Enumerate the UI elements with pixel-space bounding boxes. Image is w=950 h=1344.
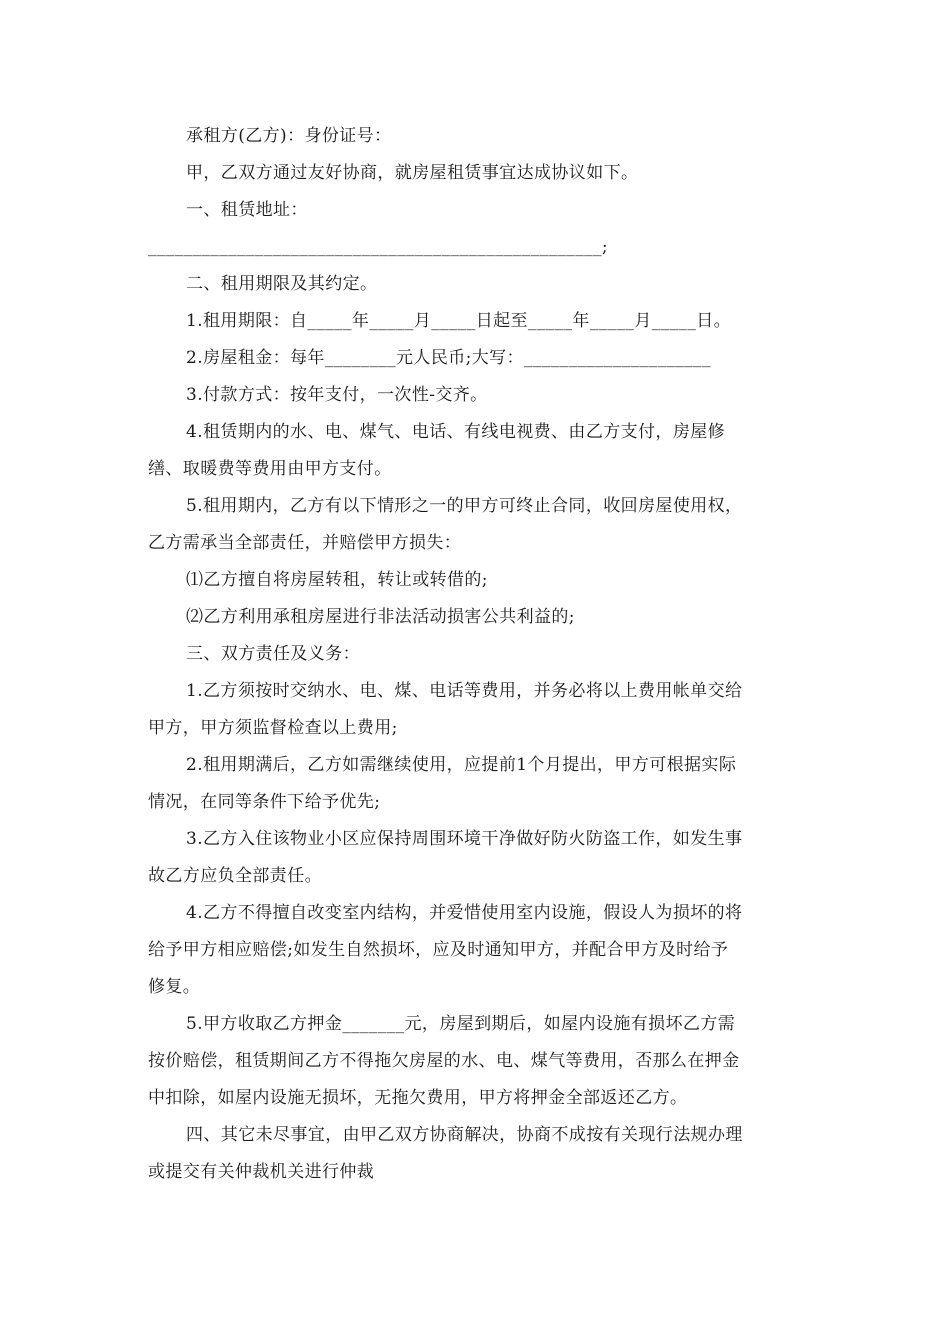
clause-payment-method: 3.付款方式：按年支付，一次性-交齐。 — [186, 385, 488, 405]
clause-termination: 5.租用期内，乙方有以下情形之一的甲方可终止合同，收回房屋使用权， — [186, 496, 743, 516]
duty-1: 1.乙方须按时交纳水、电、煤、电话等费用，并务必将以上费用帐单交给 — [186, 681, 743, 701]
duty-4-cont-2: 修复。 — [148, 977, 201, 997]
clause-rent: 2.房屋租金：每年________元人民币;大写：_____________________ — [186, 348, 711, 368]
document-body — [148, 118, 808, 1191]
section-heading-term: 二、租用期限及其约定。 — [186, 274, 378, 294]
section-heading-address: 一、租赁地址： — [186, 200, 308, 220]
clause-utilities-cont: 缮、取暖费等费用由甲方支付。 — [148, 459, 392, 479]
duty-3-cont: 故乙方应负全部责任。 — [148, 866, 322, 886]
duty-5-cont-2: 中扣除，如屋内设施无损坏，无拖欠费用，甲方将押金全部返还乙方。 — [148, 1088, 688, 1108]
section-other-cont: 或提交有关仲裁机关进行仲裁 — [148, 1162, 375, 1182]
address-blank-line: ___________________________________________________; — [148, 237, 609, 257]
duty-5-cont: 按价赔偿，租赁期间乙方不得拖欠房屋的水、电、煤气等费用，否那么在押金 — [148, 1051, 740, 1071]
section-heading-duties: 三、双方责任及义务： — [186, 644, 360, 664]
duty-5: 5.甲方收取乙方押金_______元，房屋到期后，如屋内设施有损坏乙方需 — [186, 1014, 736, 1034]
duty-2-cont: 情况，在同等条件下给予优先; — [148, 792, 381, 812]
duty-2: 2.租用期满后，乙方如需继续使用，应提前1个月提出，甲方可根据实际 — [186, 755, 737, 775]
agreement-intro: 甲，乙双方通过友好协商，就房屋租赁事宜达成协议如下。 — [186, 163, 639, 183]
duty-4: 4.乙方不得擅自改变室内结构，并爱惜使用室内设施，假设人为损坏的将 — [186, 903, 743, 923]
clause-term-period: 1.租用期限：自_____年_____月_____日起至_____年_____月_____日。 — [186, 311, 732, 331]
section-heading-other: 四、其它未尽事宜，由甲乙双方协商解决，协商不成按有关现行法规办理 — [186, 1125, 743, 1145]
termination-item-2: ⑵乙方利用承租房屋进行非法活动损害公共利益的; — [186, 607, 575, 627]
duty-3: 3.乙方入住该物业小区应保持周围环境干净做好防火防盗工作，如发生事 — [186, 829, 743, 849]
clause-termination-cont: 乙方需承当全部责任，并赔偿甲方损失： — [148, 533, 462, 553]
duty-4-cont: 给予甲方相应赔偿;如发生自然损坏，应及时通知甲方，并配合甲方及时给予 — [148, 940, 729, 960]
clause-utilities: 4.租赁期内的水、电、煤气、电话、有线电视费、由乙方支付，房屋修 — [186, 422, 726, 442]
duty-1-cont: 甲方，甲方须监督检查以上费用; — [148, 718, 398, 738]
termination-item-1: ⑴乙方擅自将房屋转租，转让或转借的; — [186, 570, 488, 590]
lessee-id-line: 承租方(乙方)：身份证号： — [186, 126, 392, 146]
